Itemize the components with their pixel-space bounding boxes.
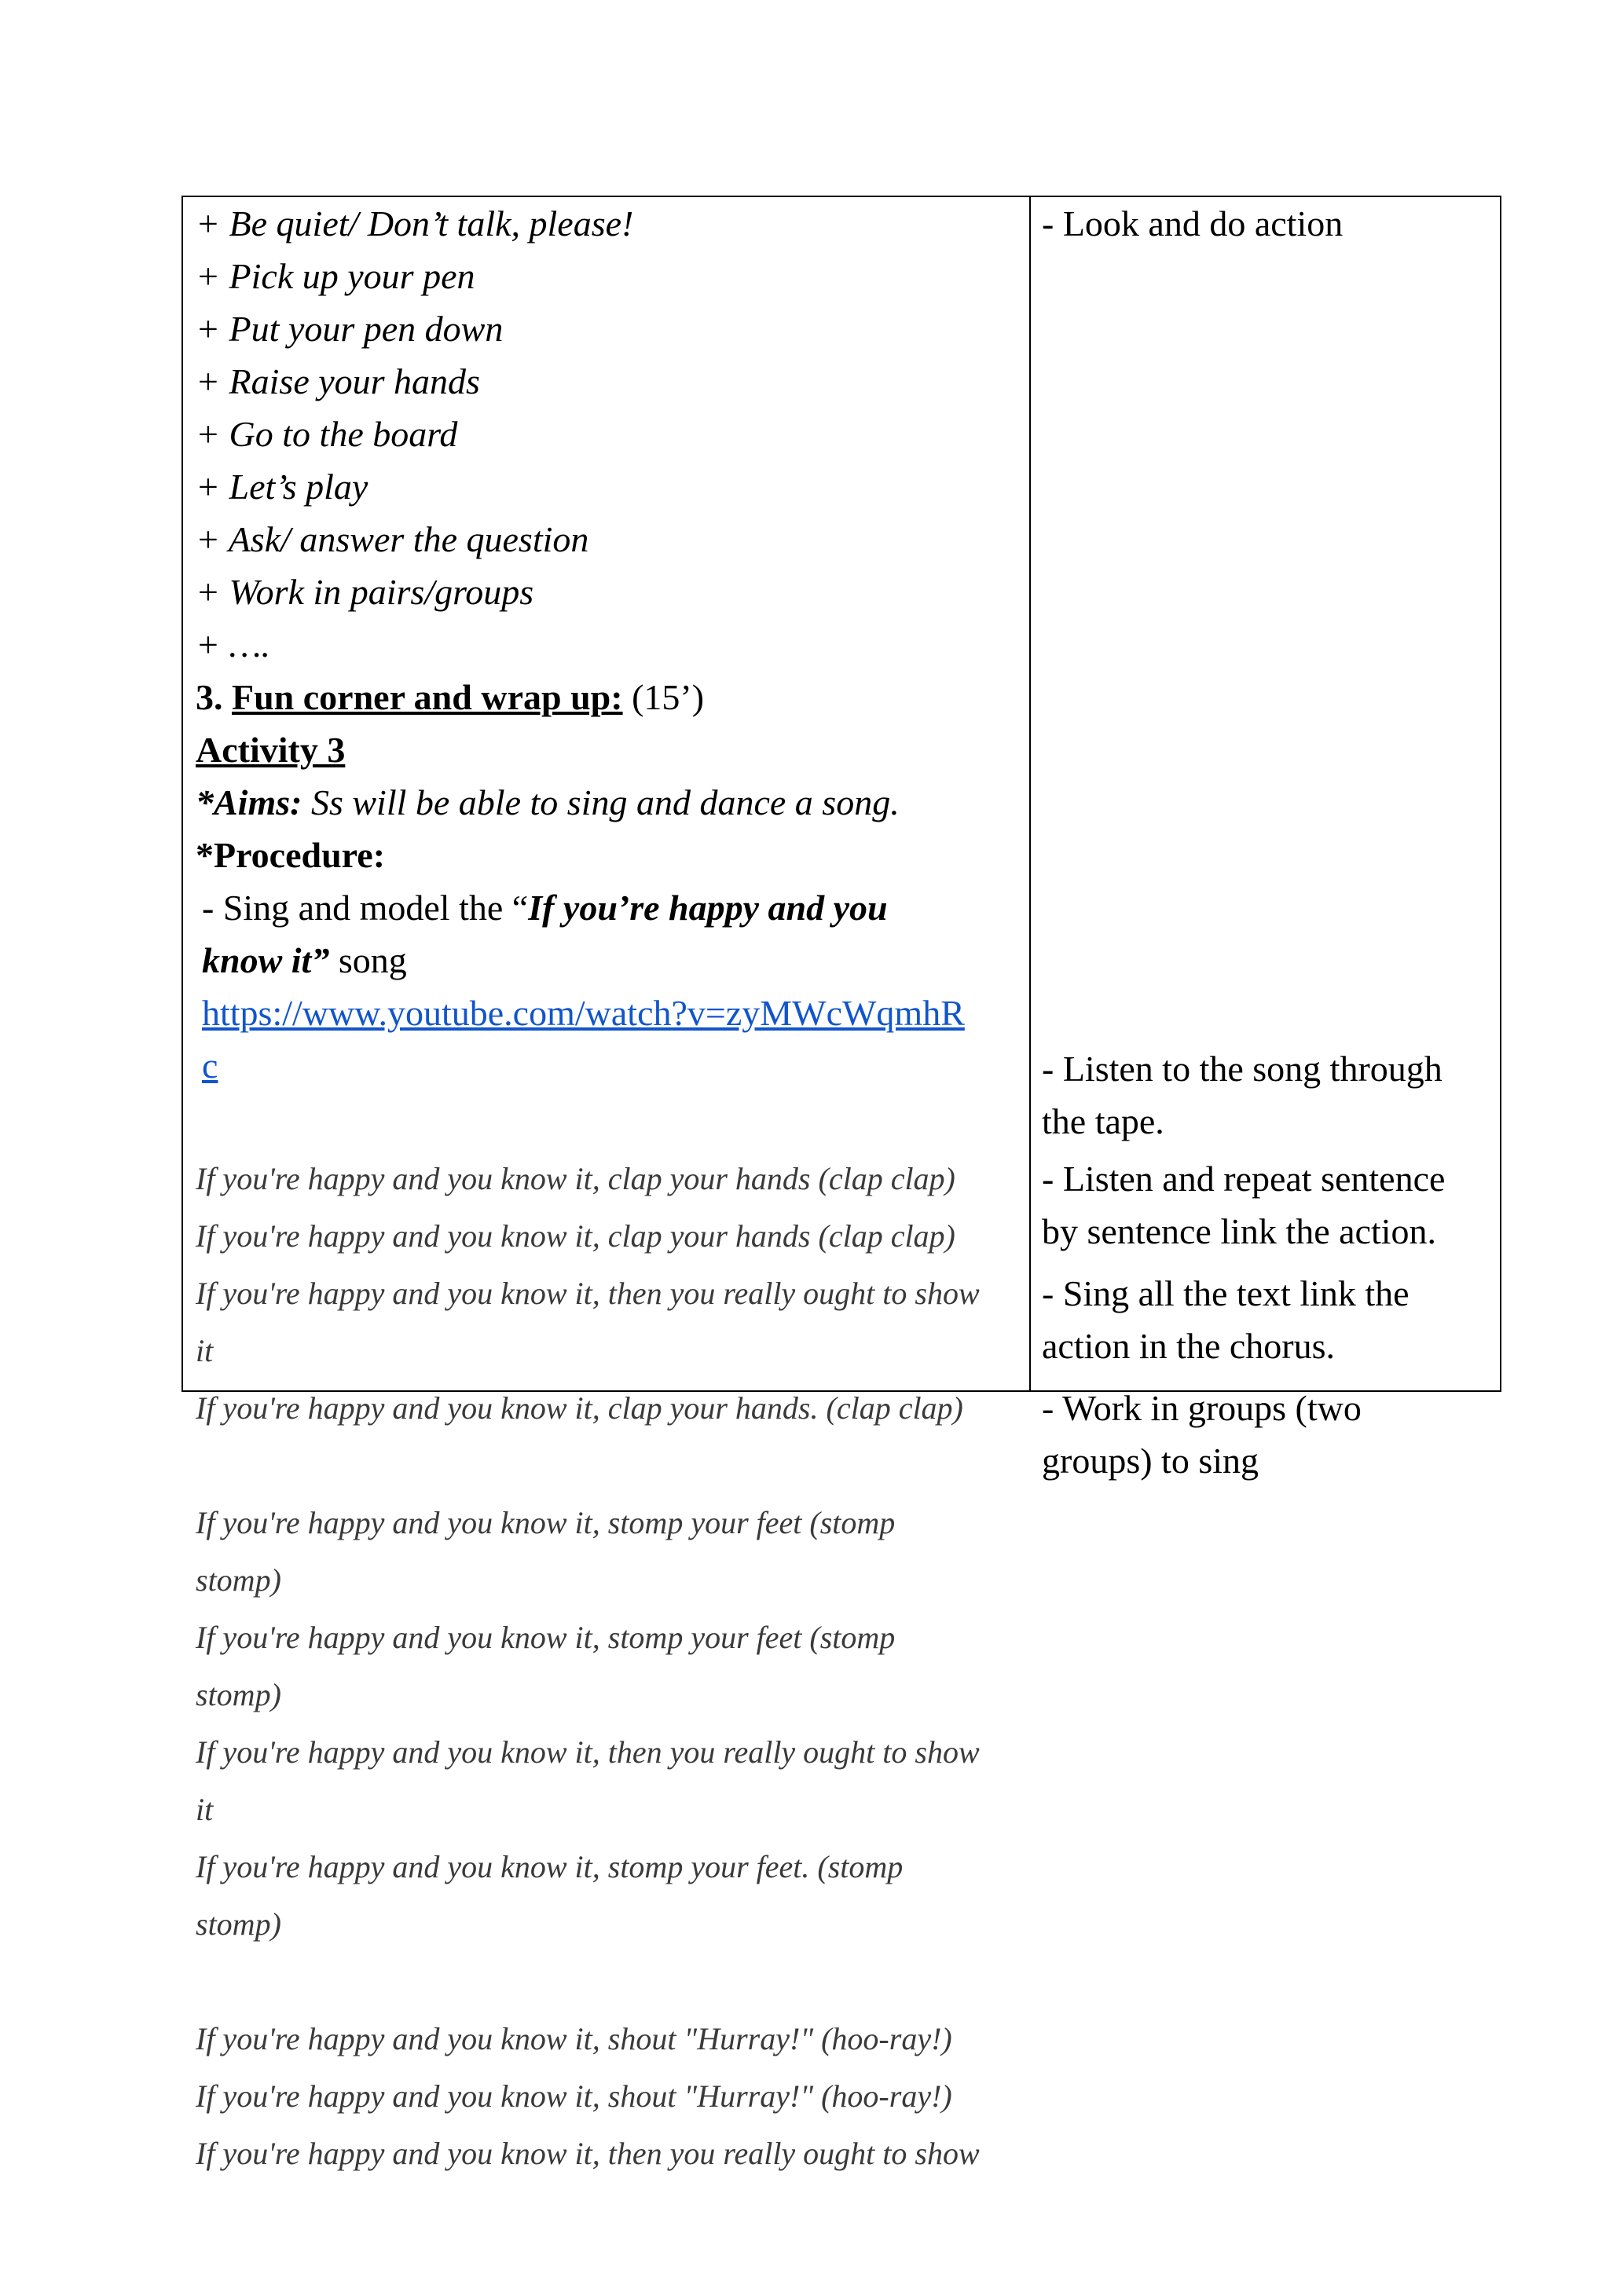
command-item: + Work in pairs/groups (196, 572, 534, 612)
lyric-line: stomp) (196, 1906, 281, 1942)
youtube-link-cont[interactable]: c (202, 1045, 218, 1086)
lyric-line: If you're happy and you know it, then you really ought to show (196, 1276, 980, 1311)
command-item: + Pick up your pen (196, 256, 475, 296)
student-activity: by sentence link the action. (1042, 1211, 1437, 1251)
lyric-line: If you're happy and you know it, shout "Hurray!" (hoo-ray!) (196, 2078, 952, 2114)
aims-label: *Aims: (196, 782, 302, 822)
aims-line (196, 782, 900, 822)
column-divider (1029, 197, 1031, 1390)
aims-text: Ss will be able to sing and dance a song. (310, 782, 900, 822)
command-item: + Ask/ answer the question (196, 519, 589, 559)
command-item: + Go to the board (196, 414, 458, 454)
command-item: + Put your pen down (196, 309, 504, 349)
lyric-line: If you're happy and you know it, stomp your feet (stomp (196, 1505, 896, 1540)
procedure-step-cont (202, 940, 407, 980)
lyric-line: it (196, 1333, 214, 1368)
lyric-line: it (196, 1792, 214, 1827)
section-time: (15’) (632, 677, 705, 717)
youtube-link[interactable]: https://www.youtube.com/watch?v=zyMWcWqmhR (202, 993, 965, 1033)
student-activity: the tape. (1042, 1101, 1164, 1141)
song-title-end: know it” (202, 940, 330, 980)
step-prefix: - Sing and model the “ (202, 888, 529, 928)
student-activity: - Look and do action (1042, 203, 1344, 244)
lyric-line: If you're happy and you know it, shout "Hurray!" (hoo-ray!) (196, 2021, 952, 2056)
activity-title: Activity 3 (196, 730, 346, 770)
command-item: + Be quiet/ Don’t talk, please! (196, 203, 634, 244)
student-activity: - Sing all the text link the (1042, 1273, 1410, 1313)
lyric-line: If you're happy and you know it, then you really ought to show (196, 1734, 980, 1770)
procedure-step (202, 890, 888, 926)
lyric-line: If you're happy and you know it, clap your hands (clap clap) (196, 1161, 955, 1196)
student-activity: - Listen and repeat sentence (1042, 1159, 1446, 1199)
command-item: + Let’s play (196, 467, 368, 507)
student-activity: action in the chorus. (1042, 1326, 1336, 1366)
lyric-line: If you're happy and you know it, stomp your feet. (stomp (196, 1849, 904, 1884)
lyric-line: If you're happy and you know it, clap your hands. (clap clap) (196, 1390, 963, 1426)
section-number: 3. (196, 677, 223, 717)
student-activity: groups) to sing (1042, 1441, 1259, 1481)
lesson-table (181, 196, 1501, 2171)
section-title: Fun corner and wrap up: (232, 677, 623, 717)
lyric-line: If you're happy and you know it, then you really ought to show (196, 2136, 980, 2171)
step-suffix: song (338, 940, 407, 980)
command-item: + …. (196, 624, 270, 665)
lyric-line: stomp) (196, 1562, 281, 1598)
student-activity: - Listen to the song through (1042, 1049, 1443, 1089)
song-title: If you’re happy and you (528, 888, 888, 928)
procedure-label: *Procedure: (196, 835, 386, 875)
lyric-line: stomp) (196, 1677, 281, 1712)
lyric-line: If you're happy and you know it, clap your hands (clap clap) (196, 1218, 955, 1254)
section-heading (196, 679, 704, 716)
lyric-line: If you're happy and you know it, stomp your feet (stomp (196, 1620, 896, 1655)
student-activity: - Work in groups (two (1042, 1388, 1362, 1428)
command-item: + Raise your hands (196, 361, 480, 401)
